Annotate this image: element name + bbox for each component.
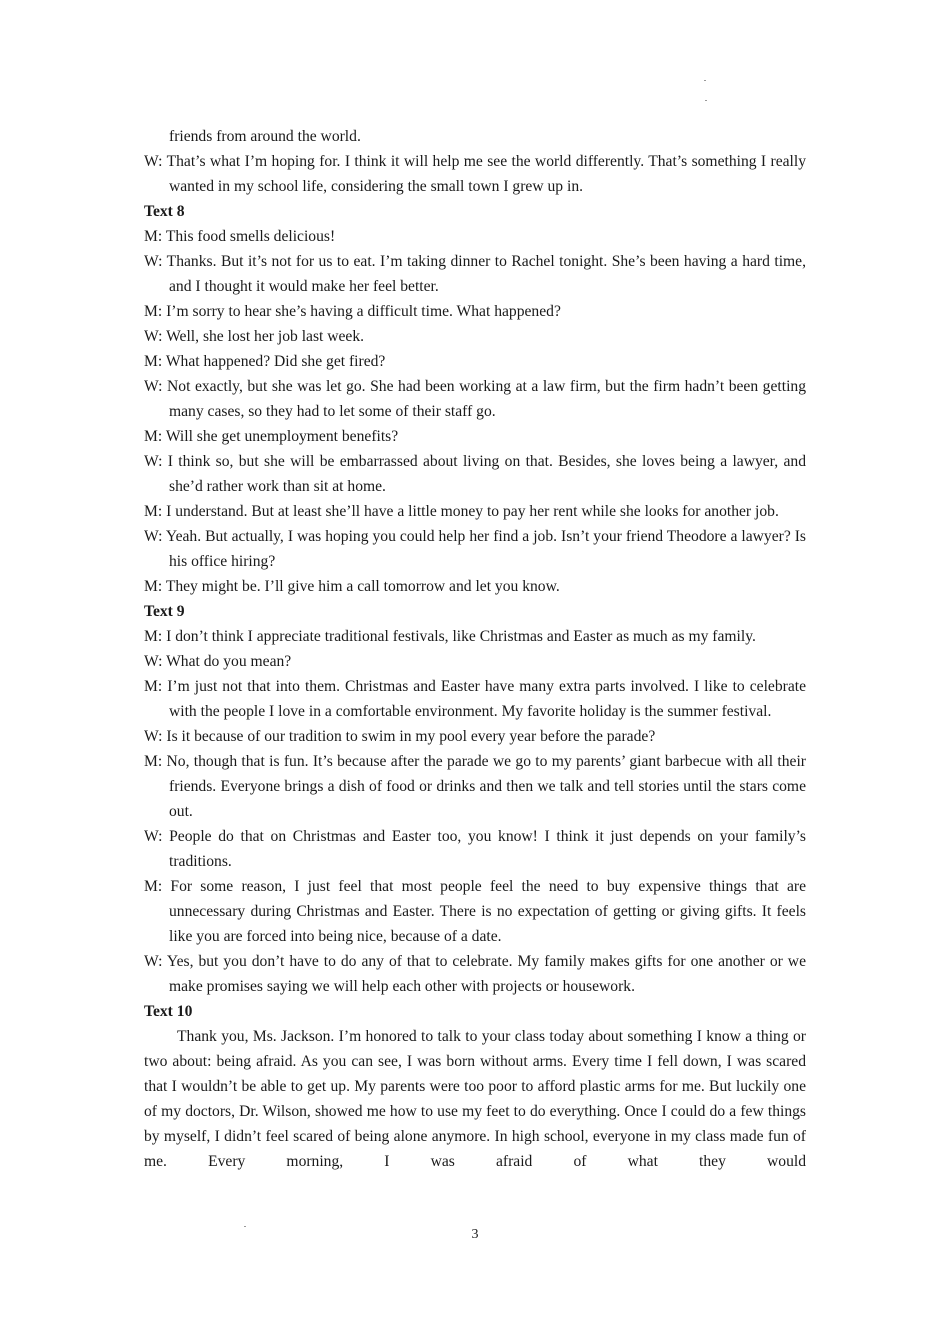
speech-paragraph: Thank you, Ms. Jackson. I’m honored to talk to your class today about something I know a thing or two about: being afraid. As you can see, I was born without arms. Every time I fell down, I was scared that I wouldn’t be able to get up. My parents were too poor to afford plastic arms for me. But luckily one of my doctors, Dr. Wilson, showed me how to use my feet to do everything. Once I could do a few things by myself, I didn’t feel scared of being alone anymore. In high school, everyone in my class made fun of me. Every morning, I was afraid of what they would — [144, 1028, 806, 1170]
section-heading-text-8: Text 8 — [144, 203, 185, 220]
dialogue-line: W: Is it because of our tradition to swim in my pool every year before the parade? — [144, 728, 656, 745]
section-heading-text-9: Text 9 — [144, 603, 185, 620]
scan-speck — [704, 80, 706, 81]
dialogue-line: W: Well, she lost her job last week. — [144, 328, 365, 345]
dialogue-line: M: For some reason, I just feel that most people feel the need to buy expensive things that are unnecessary during Christmas and Easter. There is no expectation of getting or giving gifts. It feels like you are forced into being nice, because of a date. — [144, 878, 806, 945]
dialogue-line: M: Will she get unemployment benefits? — [144, 428, 399, 445]
dialogue-line: W: Not exactly, but she was let go. She had been working at a law firm, but the firm hadn’t been getting many cases, so they had to let some of their staff go. — [144, 378, 806, 420]
section-heading-text-10: Text 10 — [144, 1003, 193, 1020]
dialogue-line: M: This food smells delicious! — [144, 228, 336, 245]
dialogue-line: W: That’s what I’m hoping for. I think it will help me see the world differently. That’s something I really wanted in my school life, considering the small town I grew up in. — [144, 153, 806, 195]
dialogue-line: W: Yes, but you don’t have to do any of that to celebrate. My family makes gifts for one another or we make promises saying we will help each other with projects or housework. — [144, 953, 806, 995]
page-number: 3 — [471, 1227, 479, 1242]
dialogue-line: M: I understand. But at least she’ll have a little money to pay her rent while she looks for another job. — [144, 503, 779, 520]
dialogue-line: W: I think so, but she will be embarrassed about living on that. Besides, she loves being a lawyer, and she’d rather work than sit at home. — [144, 453, 806, 495]
document-body — [144, 124, 806, 1174]
dialogue-line: M: They might be. I’ll give him a call tomorrow and let you know. — [144, 578, 560, 595]
dialogue-line: W: People do that on Christmas and Easter too, you know! I think it just depends on your family’s traditions. — [144, 828, 806, 870]
dialogue-line: M: I’m just not that into them. Christmas and Easter have many extra parts involved. I like to celebrate with the people I love in a comfortable environment. My favorite holiday is the summer festival. — [144, 678, 806, 720]
dialogue-line: W: What do you mean? — [144, 653, 292, 670]
dialogue-line: W: Yeah. But actually, I was hoping you could help her find a job. Isn’t your friend Theodore a lawyer? Is his office hiring? — [144, 528, 806, 570]
dialogue-line: M: I’m sorry to hear she’s having a difficult time. What happened? — [144, 303, 561, 320]
dialogue-line: M: What happened? Did she get fired? — [144, 353, 386, 370]
continuation-line: friends from around the world. — [169, 128, 361, 145]
dialogue-line: W: Thanks. But it’s not for us to eat. I’m taking dinner to Rachel tonight. She’s been having a hard time, and I thought it would make her feel better. — [144, 253, 806, 295]
dialogue-line: M: I don’t think I appreciate traditional festivals, like Christmas and Easter as much as my family. — [144, 628, 756, 645]
scan-speck — [705, 100, 707, 101]
dialogue-line: M: No, though that is fun. It’s because after the parade we go to my parents’ giant barbecue with all their friends. Everyone brings a dish of food or drinks and then we talk and tell stories until the stars come out. — [144, 753, 806, 820]
